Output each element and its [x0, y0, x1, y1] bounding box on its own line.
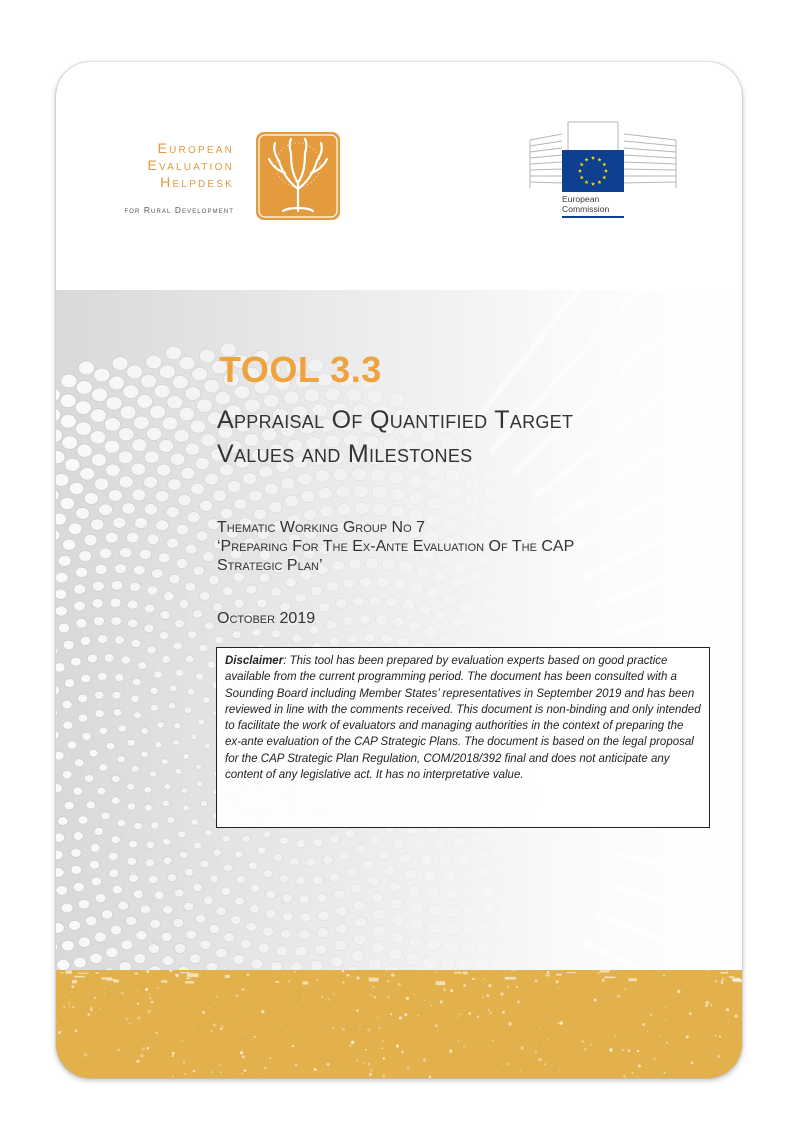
- group-line-2: ‘Preparing For The Ex-Ante Evaluation Of The CAP: [217, 538, 575, 555]
- working-group-heading: [217, 518, 574, 575]
- disclaimer-text: : This tool has been prepared by evaluation experts based on good practice available from the current programming period. The document has been consulted with a Sounding Board including Member States’ representatives in September 2019 and has been reviewed in line with the comments received. This document is non-binding and only intended to facilitate the work of evaluators and managing authorities in the context of preparing the ex-ante evaluation of the CAP Strategic Plans. The document is based on the legal proposal for the CAP Strategic Plan Regulation, COM/2018/392 final and does not anticipate any content of any legislative act. It has no interpretative value.: [225, 655, 701, 782]
- ec-logo-text: [562, 194, 609, 214]
- title-line-1: Appraisal Of Quantified Target: [217, 406, 574, 434]
- eeh-logo-text: [104, 140, 234, 191]
- eeh-line-3: Helpdesk: [160, 174, 234, 190]
- cover-page: [56, 62, 742, 1078]
- ec-line-2: Commission: [562, 204, 610, 214]
- disclaimer-box: [216, 647, 710, 828]
- group-line-3: Strategic Plan’: [217, 557, 323, 574]
- ec-underline: [562, 216, 624, 218]
- band-texture: [56, 970, 742, 1078]
- publication-date: October 2019: [217, 610, 316, 627]
- eeh-subtitle: for Rural Development: [124, 205, 234, 215]
- tool-number: TOOL 3.3: [219, 349, 382, 390]
- sunflower-background-image: [56, 290, 742, 980]
- eeh-line-2: Evaluation: [147, 157, 234, 173]
- footer-gold-band: [56, 970, 742, 1078]
- sunflower-texture: [56, 290, 742, 980]
- tree-logo-icon: [255, 131, 341, 221]
- ec-line-1: European: [562, 194, 600, 204]
- disclaimer-label: Disclaimer: [225, 655, 284, 667]
- title-line-2: Values and Milestones: [217, 440, 473, 468]
- group-line-1: Thematic Working Group No 7: [217, 519, 425, 536]
- eeh-line-1: European: [157, 140, 234, 156]
- document-title: [217, 403, 573, 471]
